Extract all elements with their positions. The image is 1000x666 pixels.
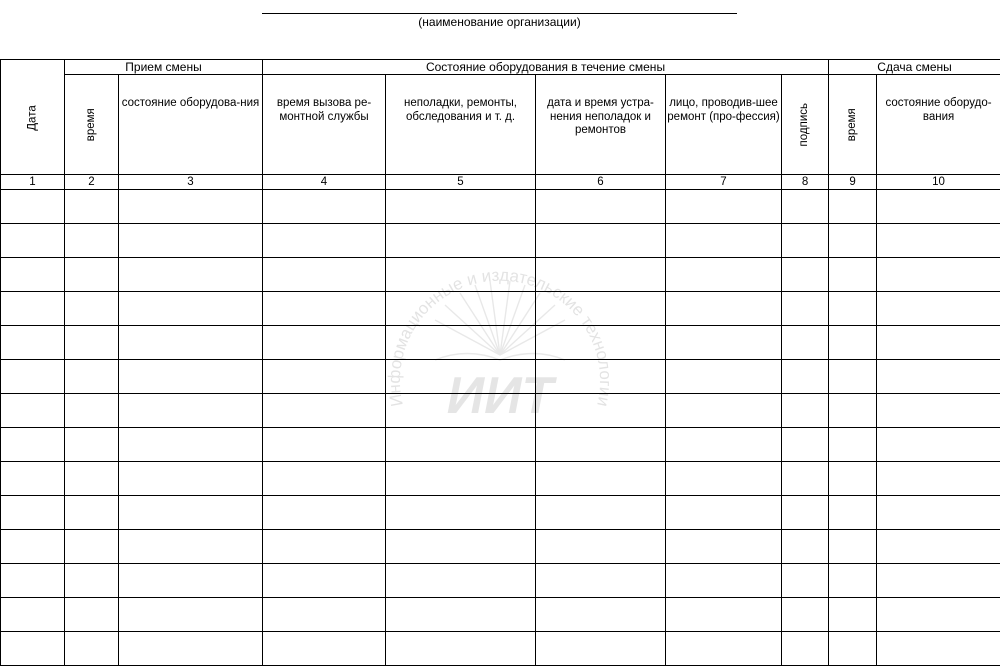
table-cell[interactable] [782,428,829,462]
table-row [1,292,1000,326]
table-cell[interactable] [829,462,877,496]
table-cell[interactable] [782,326,829,360]
table-cell[interactable] [386,428,536,462]
table-cell[interactable] [536,530,666,564]
table-cell[interactable] [877,394,1000,428]
table-cell[interactable] [65,224,119,258]
table-row [1,530,1000,564]
organization-name-line[interactable] [262,13,737,14]
column-number: 8 [782,175,829,190]
table-cell[interactable] [119,224,263,258]
header-date: Дата [1,60,65,175]
table-body [1,190,1000,666]
table-cell[interactable] [65,394,119,428]
table-cell[interactable] [119,496,263,530]
table-cell[interactable] [119,462,263,496]
table-cell[interactable] [877,326,1000,360]
table-cell[interactable] [1,190,65,224]
table-cell[interactable] [119,632,263,666]
table-cell[interactable] [877,292,1000,326]
table-cell[interactable] [263,632,386,666]
header-handover-equipment-state: состояние оборудо-вания [877,75,1000,175]
table-cell[interactable] [666,326,782,360]
table-cell[interactable] [536,326,666,360]
column-number: 7 [666,175,782,190]
table-cell[interactable] [263,462,386,496]
table-cell[interactable] [536,292,666,326]
watermark-logo-text: ИИТ [447,367,558,425]
table-cell[interactable] [877,496,1000,530]
table-cell[interactable] [536,360,666,394]
column-number: 4 [263,175,386,190]
watermark-text: Информационные и издательские технологии [385,266,615,409]
group-shift-handover: Сдача смены [829,60,1000,75]
table-cell[interactable] [65,428,119,462]
table-cell[interactable] [829,394,877,428]
table-cell[interactable] [65,564,119,598]
header-accept-time: время [65,75,119,175]
table-cell[interactable] [782,462,829,496]
table-cell[interactable] [536,394,666,428]
table-cell[interactable] [65,326,119,360]
table-row [1,496,1000,530]
table-cell[interactable] [119,190,263,224]
table-cell[interactable] [1,632,65,666]
table-cell[interactable] [1,496,65,530]
header-fix-datetime: дата и время устра-нения неполадок и ремонтов [536,75,666,175]
header-repair-call-time: время вызова ре-монтной службы [263,75,386,175]
table-cell[interactable] [829,496,877,530]
table-cell[interactable] [386,632,536,666]
table-row [1,258,1000,292]
header-accept-equipment-state: состояние оборудова-ния [119,75,263,175]
table-row [1,598,1000,632]
table-cell[interactable] [263,394,386,428]
group-equipment-state: Состояние оборудования в течение смены [263,60,829,75]
table-cell[interactable] [666,530,782,564]
table-cell[interactable] [829,564,877,598]
table-cell[interactable] [829,258,877,292]
table-cell[interactable] [782,632,829,666]
table-cell[interactable] [666,598,782,632]
table-cell[interactable] [119,598,263,632]
table-cell[interactable] [386,360,536,394]
table-cell[interactable] [877,428,1000,462]
table-cell[interactable] [263,530,386,564]
table-row [1,564,1000,598]
table-cell[interactable] [536,190,666,224]
table-cell[interactable] [263,496,386,530]
table-cell[interactable] [1,258,65,292]
table-cell[interactable] [829,530,877,564]
table-cell[interactable] [263,598,386,632]
table-cell[interactable] [666,394,782,428]
table-cell[interactable] [386,224,536,258]
header-faults-repairs: неполадки, ремонты, обследования и т. д. [386,75,536,175]
table-cell[interactable] [263,224,386,258]
table-cell[interactable] [1,530,65,564]
table-cell[interactable] [877,632,1000,666]
table-cell[interactable] [1,462,65,496]
table-cell[interactable] [666,564,782,598]
table-cell[interactable] [119,326,263,360]
table-row [1,326,1000,360]
table-cell[interactable] [263,258,386,292]
table-cell[interactable] [829,326,877,360]
table-cell[interactable] [386,394,536,428]
table-cell[interactable] [119,292,263,326]
table-row [1,428,1000,462]
table-cell[interactable] [1,360,65,394]
table-cell[interactable] [666,632,782,666]
group-shift-accept: Прием смены [65,60,263,75]
table-cell[interactable] [119,530,263,564]
column-number: 2 [65,175,119,190]
header-repair-person: лицо, проводив-шее ремонт (про-фессия) [666,75,782,175]
table-cell[interactable] [65,496,119,530]
table-cell[interactable] [829,428,877,462]
table-cell[interactable] [386,598,536,632]
table-cell[interactable] [782,530,829,564]
table-cell[interactable] [263,292,386,326]
table-cell[interactable] [782,394,829,428]
table-cell[interactable] [666,258,782,292]
table-cell[interactable] [877,360,1000,394]
table-cell[interactable] [536,564,666,598]
table-cell[interactable] [1,326,65,360]
table-cell[interactable] [536,258,666,292]
table-cell[interactable] [829,224,877,258]
table-cell[interactable] [877,530,1000,564]
table-cell[interactable] [1,428,65,462]
table-cell[interactable] [386,462,536,496]
table-cell[interactable] [119,258,263,292]
table-cell[interactable] [65,530,119,564]
table-cell[interactable] [536,598,666,632]
table-cell[interactable] [119,428,263,462]
table-cell[interactable] [386,190,536,224]
table-row [1,360,1000,394]
table-row [1,394,1000,428]
table-cell[interactable] [263,326,386,360]
column-number: 10 [877,175,1000,190]
table-cell[interactable] [666,190,782,224]
column-number: 6 [536,175,666,190]
table-cell[interactable] [386,258,536,292]
table-cell[interactable] [666,292,782,326]
table-cell[interactable] [65,360,119,394]
table-cell[interactable] [1,292,65,326]
table-cell[interactable] [877,258,1000,292]
table-cell[interactable] [65,190,119,224]
table-cell[interactable] [666,496,782,530]
column-number: 5 [386,175,536,190]
table-cell[interactable] [1,224,65,258]
table-cell[interactable] [782,496,829,530]
table-cell[interactable] [666,224,782,258]
table-cell[interactable] [829,632,877,666]
column-number: 3 [119,175,263,190]
header-handover-time: время [829,75,877,175]
table-cell[interactable] [782,258,829,292]
table-cell[interactable] [877,224,1000,258]
table-cell[interactable] [263,428,386,462]
table-cell[interactable] [782,598,829,632]
table-row [1,632,1000,666]
column-number: 9 [829,175,877,190]
table-cell[interactable] [536,462,666,496]
table-cell[interactable] [536,428,666,462]
table-cell[interactable] [877,564,1000,598]
table-cell[interactable] [877,190,1000,224]
header-signature: подпись [782,75,829,175]
table-cell[interactable] [782,292,829,326]
table-cell[interactable] [666,360,782,394]
table-cell[interactable] [1,564,65,598]
table-cell[interactable] [829,598,877,632]
table-cell[interactable] [666,428,782,462]
table-cell[interactable] [386,530,536,564]
table-cell[interactable] [263,360,386,394]
table-cell[interactable] [536,632,666,666]
table-cell[interactable] [536,496,666,530]
table-cell[interactable] [263,190,386,224]
column-number: 1 [1,175,65,190]
table-cell[interactable] [386,564,536,598]
table-cell[interactable] [386,292,536,326]
table-cell[interactable] [65,632,119,666]
table-cell[interactable] [65,258,119,292]
table-cell[interactable] [877,462,1000,496]
table-cell[interactable] [829,190,877,224]
table-cell[interactable] [386,326,536,360]
table-cell[interactable] [782,360,829,394]
table-cell[interactable] [65,292,119,326]
table-cell[interactable] [782,564,829,598]
table-cell[interactable] [1,394,65,428]
table-row [1,462,1000,496]
table-cell[interactable] [536,224,666,258]
table-cell[interactable] [877,598,1000,632]
table-cell[interactable] [782,224,829,258]
table-cell[interactable] [263,564,386,598]
table-cell[interactable] [119,360,263,394]
table-cell[interactable] [666,462,782,496]
table-row [1,224,1000,258]
table-cell[interactable] [65,598,119,632]
organization-caption: (наименование организации) [262,15,737,29]
table-cell[interactable] [829,360,877,394]
table-cell[interactable] [782,190,829,224]
table-cell[interactable] [1,598,65,632]
table-cell[interactable] [386,496,536,530]
equipment-log-table [0,59,1000,666]
table-cell[interactable] [119,394,263,428]
table-cell[interactable] [65,462,119,496]
table-row [1,190,1000,224]
table-cell[interactable] [119,564,263,598]
table-cell[interactable] [829,292,877,326]
